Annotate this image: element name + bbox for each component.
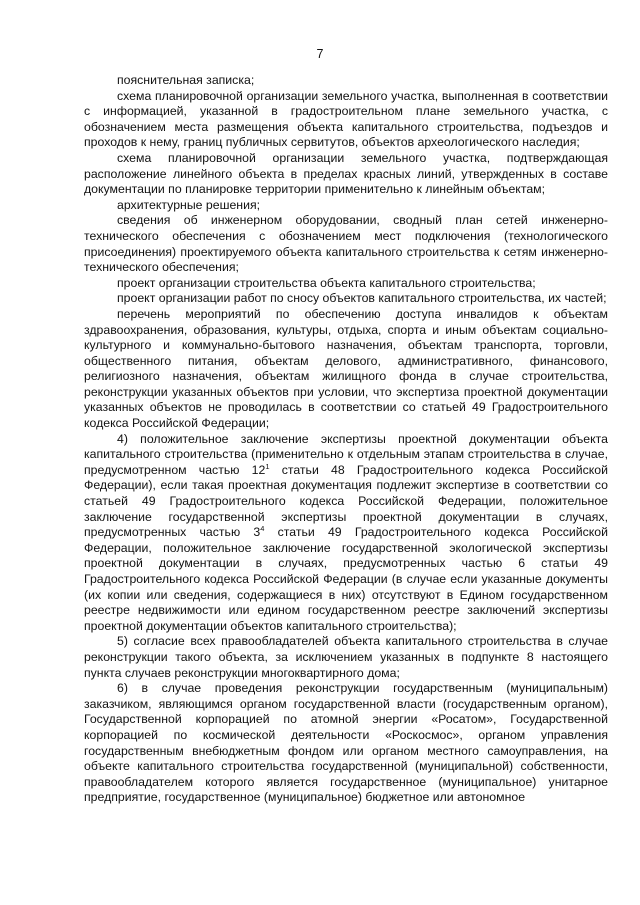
paragraph bbox=[84, 151, 608, 198]
paragraph bbox=[84, 291, 608, 307]
superscript: 1 bbox=[265, 461, 270, 471]
paragraph-text: 5) согласие всех правообладателей объекта капитального строительства в случае реконструкции такого объекта, за исключением указанных в подпункте 8 настоящего пункта случаев реконструкции многоквартирного дома; bbox=[84, 634, 608, 680]
document-body bbox=[84, 73, 608, 806]
paragraph-text: 6) в случае проведения реконструкции государственным (муниципальным) заказчиком, являющимся органом государственной власти (государственным органом), Государственной корпорацией по атомной энергии «Росатом», Государственной корпорацией по космической деятельности «Роскосмос», органом управления государственным внебюджетным фондом или органом местного самоуправления, на объекте капитального строительства государственной (муниципальной) собственности, правообладателем которого является государственное (муниципальное) унитарное предприятие, государственное (муниципальное) бюджетное или автономное bbox=[84, 681, 608, 805]
paragraph-text: статьи 49 Градостроительного кодекса Российской Федерации, положительное заключение государственной экологической экспертизы проектной документации в случаях, предусмотренных частью 6 статьи 49 Градостроительного кодекса Российской Федерации (в случае если указанные документы (их копии или сведения, содержащиеся в них) отсутствуют в Едином государственном реестре недвижимости или едином государственном реестре заключений экспертизы проектной документации объектов капитального строительства); bbox=[84, 525, 608, 633]
paragraph bbox=[84, 634, 608, 681]
paragraph-text: архитектурные решения; bbox=[117, 197, 261, 212]
paragraph-text: схема планировочной организации земельного участка, подтверждающая расположение линейного объекта в пределах красных линий, утвержденных в составе документации по планировке территории применительно к линейным объектам; bbox=[84, 150, 608, 197]
paragraph-text: статьи 48 Градостроительного кодекса Российской Федерации), если такая проектная документация подлежит экспертизе в соответствии со статьей 49 Градостроительного кодекса Российской Федерации, положительное заключение государственной экспертизы проектной документации в случаях, предусмотренных частью 3 bbox=[84, 462, 608, 540]
paragraph bbox=[84, 681, 608, 806]
paragraph bbox=[84, 432, 608, 635]
page-number: 7 bbox=[316, 47, 324, 61]
paragraph-text: проект организации строительства объекта капитального строительства; bbox=[117, 275, 536, 290]
paragraph-text: перечень мероприятий по обеспечению доступа инвалидов к объектам здравоохранения, образования, культуры, отдыха, спорта и иным объектам социально-культурного и коммунально-бытового назначения, объектам транспорта, торговли, общественного питания, объектам делового, административного, финансового, религиозного назначения, объектам жилищного фонда в случае строительства, реконструкции указанных объектов при условии, что экспертиза проектной документации указанных объектов не проводилась в соответствии со статьей 49 Градостроительного кодекса Российской Федерации; bbox=[84, 306, 608, 431]
superscript: 4 bbox=[260, 524, 265, 534]
paragraph-text: проект организации работ по сносу объектов капитального строительства, их частей; bbox=[117, 291, 607, 306]
paragraph-text: 4) положительное заключение экспертизы проектной документации объекта капитального строительства (применительно к отдельным этапам строительства в случае, предусмотренном частью 12 bbox=[84, 431, 608, 477]
paragraph bbox=[84, 73, 608, 89]
paragraph bbox=[84, 307, 608, 432]
paragraph-text: схема планировочной организации земельного участка, выполненная в соответствии с информацией, указанной в градостроительном плане земельного участка, с обозначением места размещения объекта капитального строительства, подъездов и проходов к нему, границ публичных сервитутов, объектов археологического наследия; bbox=[84, 88, 608, 150]
paragraph-text: пояснительная записка; bbox=[117, 73, 255, 87]
paragraph bbox=[84, 213, 608, 275]
paragraph bbox=[84, 198, 608, 214]
paragraph bbox=[84, 276, 608, 292]
paragraph-text: сведения об инженерном оборудовании, сводный план сетей инженерно-технического обеспечения с обозначением мест подключения (технологического присоединения) проектируемого объекта капитального строительства к сетям инженерно-технического обеспечения; bbox=[84, 213, 608, 275]
paragraph bbox=[84, 89, 608, 151]
